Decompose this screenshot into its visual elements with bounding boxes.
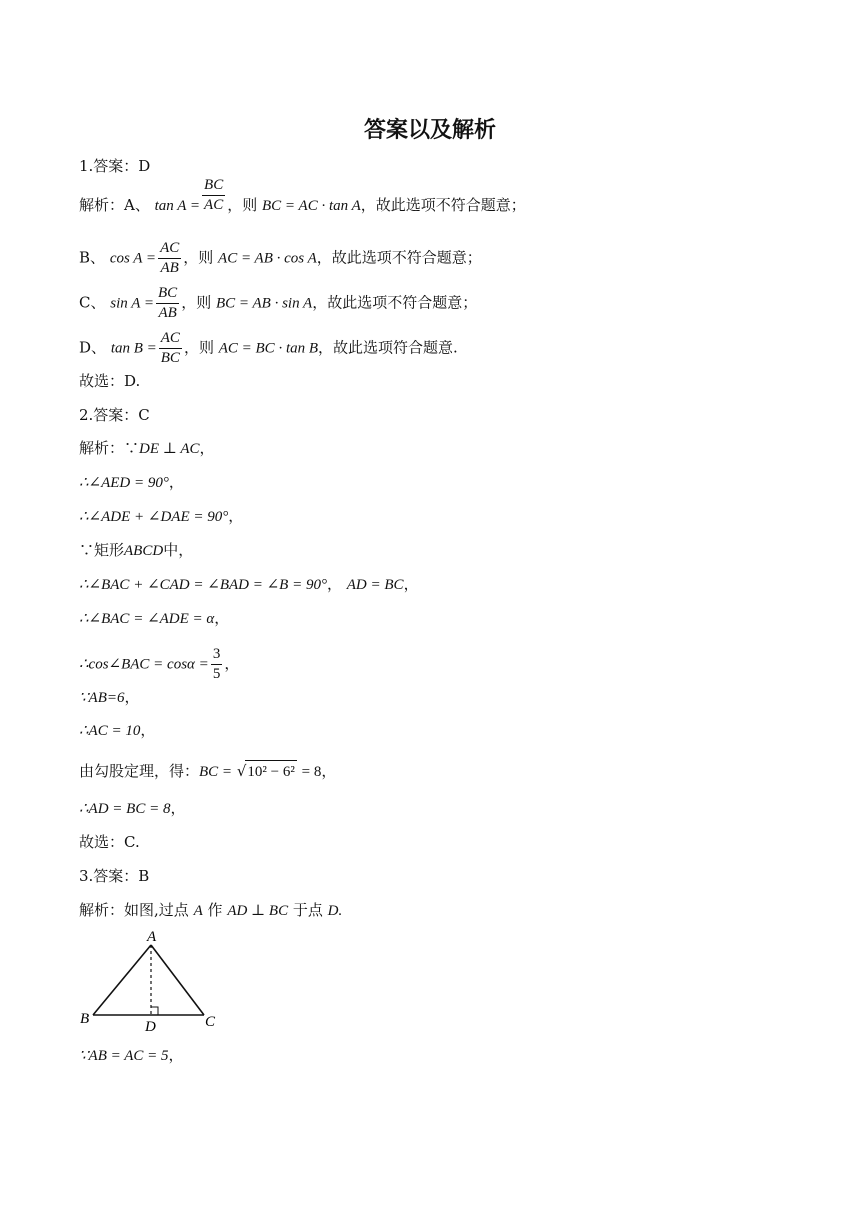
q1-line-d: D、 tan B = $\frac{AC}{BC}$ ，则 AC = BC · tan B，故此选项符合题意. bbox=[79, 330, 458, 366]
side-ab bbox=[93, 945, 151, 1015]
q1-choice: 故选：D. bbox=[79, 372, 141, 390]
q2-line-11: ∴AD = BC = 8， bbox=[79, 799, 186, 817]
q2-line-8: ∵AB=6， bbox=[79, 688, 140, 706]
page-title: 答案以及解析 bbox=[363, 118, 496, 143]
fraction: $\frac{AC}{BC}$ bbox=[160, 330, 180, 366]
q3-line-1: 解析：如图,过点 A 作 AD ⊥ BC 于点 D. bbox=[79, 901, 343, 919]
side-ac bbox=[151, 945, 204, 1015]
vertex-label-d: D bbox=[145, 1019, 156, 1035]
q2-line-6: ∴∠BAC = ∠ADE = α， bbox=[79, 609, 230, 627]
vertex-label-b: B bbox=[80, 1011, 90, 1027]
q2-line-2: ∴∠AED = 90°， bbox=[79, 473, 184, 491]
fraction: $\frac{BC}{AC}$ bbox=[204, 176, 224, 213]
q2-line-7: ∴cos∠BAC = cosα = $\frac{3}{5}$ ， bbox=[79, 646, 240, 682]
q2-choice: 故选：C. bbox=[79, 833, 140, 851]
q1-line-c: C、 sin A = $\frac{BC}{AB}$ ，则 BC = AB · sin A，故此选项不符合题意； bbox=[79, 285, 478, 321]
q3-line-2: ∵AB = AC = 5， bbox=[79, 1046, 184, 1064]
q2-line-9: ∴AC = 10， bbox=[79, 721, 156, 739]
vertex-label-c: C bbox=[205, 1014, 216, 1030]
fraction: $\frac{AC}{AB}$ bbox=[160, 240, 180, 276]
q1-answer: 1.答案：D bbox=[79, 157, 151, 175]
q2-line-3: ∴∠ADE + ∠DAE = 90°， bbox=[79, 507, 244, 525]
q1-line-a: 解析：A、 tan A = $\frac{BC}{AC}$ ，则 BC = AC · tan A，故此选项不符合题意； bbox=[79, 176, 526, 214]
q2-line-10: 由勾股定理，得：BC = √10² − 6² = 8， bbox=[79, 760, 336, 783]
sqrt-radicand: 10² − 6² bbox=[245, 760, 296, 783]
q3-answer: 3.答案：B bbox=[79, 867, 150, 885]
right-angle-mark bbox=[151, 1007, 158, 1015]
triangle-figure bbox=[75, 925, 225, 1037]
fraction: $\frac{BC}{AB}$ bbox=[158, 285, 178, 321]
q2-line-4: ∵矩形ABCD中， bbox=[79, 541, 194, 559]
fraction: $\frac{3}{5}$ bbox=[212, 646, 221, 682]
q1-line-b: B、 cos A = $\frac{AC}{AB}$ ，则 AC = AB · cos A，故此选项不符合题意； bbox=[79, 240, 482, 276]
q2-line-1: 解析：∵DE ⊥ AC， bbox=[79, 439, 215, 457]
q2-line-5: ∴∠BAC + ∠CAD = ∠BAD = ∠B = 90°， AD = BC， bbox=[79, 575, 419, 593]
q2-answer: 2.答案：C bbox=[79, 406, 150, 424]
vertex-label-a: A bbox=[147, 929, 157, 945]
